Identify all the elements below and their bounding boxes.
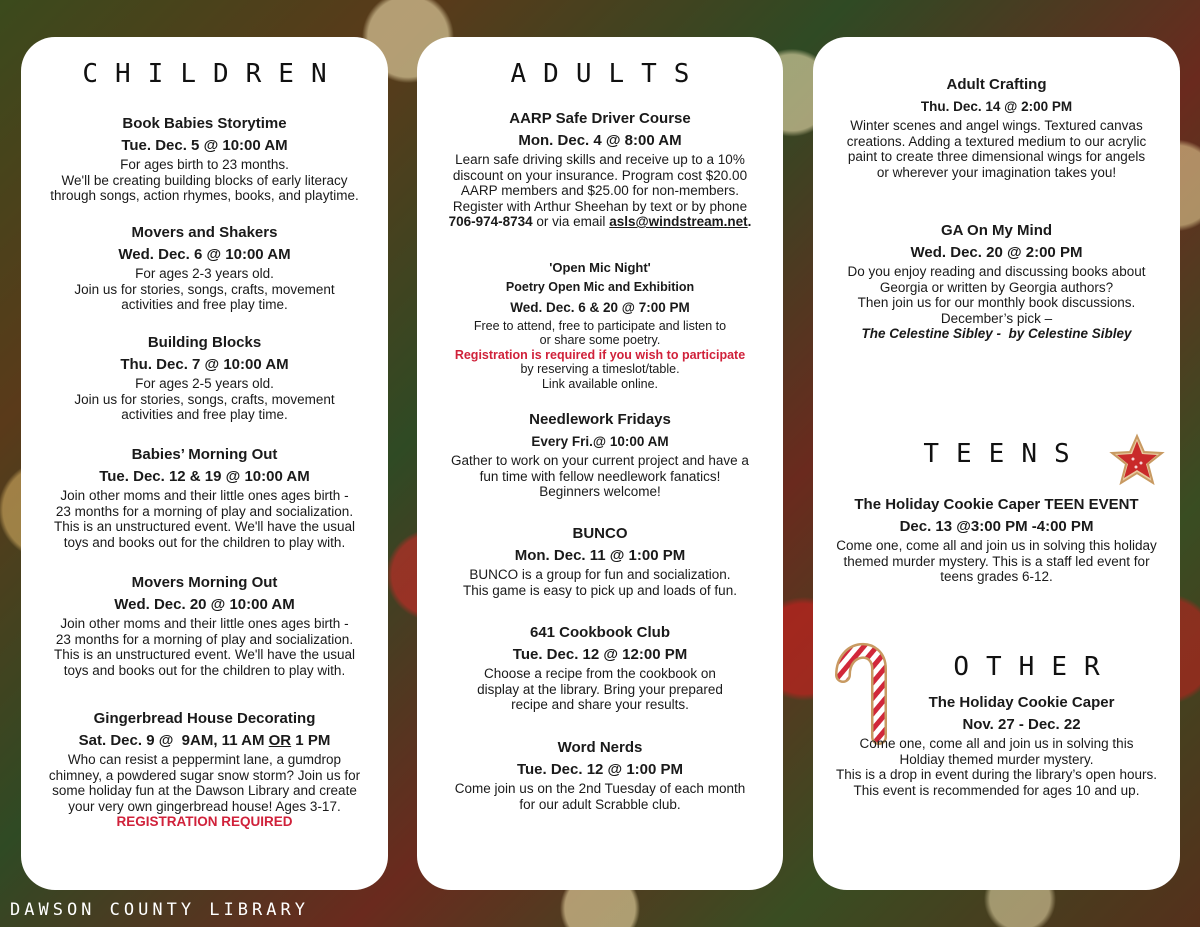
event-name: BUNCO <box>572 525 628 542</box>
event-cookbook <box>417 623 783 713</box>
event-line: Link available online. <box>541 376 659 391</box>
event-line: Beginners welcome! <box>539 484 661 499</box>
event-date: Every Fri.@ 10:00 AM <box>531 434 669 449</box>
event-line: Come one, come all and join us in solving this <box>859 736 1134 751</box>
event-name: Adult Crafting <box>946 76 1047 93</box>
book-pick: The Celestine Sibley - by Celestine Sibley <box>861 326 1132 341</box>
adults-panel <box>417 37 783 890</box>
event-line: or share some poetry. <box>539 333 661 347</box>
event-line: some holiday fun at the Dawson Library and create <box>52 783 357 798</box>
event-line: This is an unstructured event. We'll have the usual <box>54 647 355 662</box>
event-line: For ages 2-5 years old. <box>135 376 274 391</box>
event-line: for our adult Scrabble club. <box>519 796 681 812</box>
event-date: Mon. Dec. 11 @ 1:00 PM <box>514 547 686 564</box>
event-name: GA On My Mind <box>940 222 1053 239</box>
event-ga-on-my-mind <box>813 221 1180 342</box>
event-name: The Holiday Cookie Caper TEEN EVENT <box>854 496 1139 513</box>
event-line: discount on your insurance. Program cost $20.00 <box>452 167 748 183</box>
event-line: or wherever your imagination takes you! <box>876 164 1117 180</box>
event-line: December’s pick – <box>940 310 1053 326</box>
event-line: toys and books out for the children to play with. <box>63 534 346 550</box>
event-subtitle: Poetry Open Mic and Exhibition <box>505 280 695 294</box>
event-line: 23 months for a morning of play and socialization. <box>55 503 354 519</box>
star-cookie-icon <box>1109 433 1165 487</box>
email-link[interactable]: asls@windstream.net <box>609 214 748 229</box>
event-line: your very own gingerbread house! Ages 3-17. <box>68 798 341 814</box>
event-name: 641 Cookbook Club <box>529 624 671 641</box>
event-line: Register with Arthur Sheehan by text or by phone <box>452 198 748 214</box>
event-line: Join other moms and their little ones ages birth - <box>60 616 349 631</box>
event-name: Needlework Fridays <box>529 411 671 428</box>
event-gingerbread <box>21 709 388 830</box>
event-date: Wed. Dec. 20 @ 2:00 PM <box>910 244 1083 261</box>
event-line: recipe and share your results. <box>511 697 689 712</box>
event-line: Do you enjoy reading and discussing books about <box>847 264 1146 279</box>
event-open-mic <box>417 258 783 391</box>
event-date: Wed. Dec. 20 @ 10:00 AM <box>114 596 295 613</box>
event-adult-crafting <box>813 75 1180 180</box>
event-line: display at the library. Bring your prepared <box>477 681 723 697</box>
event-date: Thu. Dec. 7 @ 10:00 AM <box>120 356 289 373</box>
event-line: This game is easy to pick up and loads of fun. <box>463 582 737 598</box>
event-aarp <box>417 109 783 230</box>
event-line: Who can resist a peppermint lane, a gumdrop <box>67 752 342 767</box>
event-line: Come one, come all and join us in solving this holiday <box>836 538 1157 553</box>
library-name-footer: DAWSON COUNTY LIBRARY <box>10 900 309 920</box>
event-name: Movers and Shakers <box>131 224 278 241</box>
event-line: activities and free play time. <box>121 407 288 422</box>
event-line: Join other moms and their little ones ages birth - <box>60 488 349 503</box>
event-line: Gather to work on your current project and have a <box>451 453 749 468</box>
event-line: by reserving a timeslot/table. <box>520 362 680 376</box>
event-date: Mon. Dec. 4 @ 8:00 AM <box>518 132 682 149</box>
date-part: 1 PM <box>291 732 331 749</box>
date-or: OR <box>268 732 292 749</box>
event-name: Movers Morning Out <box>131 574 278 591</box>
event-line: This event is recommended for ages 10 and up. <box>853 782 1140 798</box>
event-date <box>27 731 382 750</box>
event-line: Winter scenes and angel wings. Textured canvas <box>850 118 1143 133</box>
event-name: Book Babies Storytime <box>122 115 287 132</box>
event-line: We'll be creating building blocks of early literacy <box>61 172 348 188</box>
event-date: Tue. Dec. 5 @ 10:00 AM <box>121 137 288 154</box>
event-name: Babies’ Morning Out <box>131 446 278 463</box>
event-word-nerds <box>417 738 783 812</box>
event-line: For ages 2-3 years old. <box>135 266 274 281</box>
other-title: OTHER <box>953 652 1117 682</box>
event-line: creations. Adding a textured medium to our acrylic <box>846 133 1147 149</box>
event-movers-shakers <box>21 223 388 313</box>
contact-end: . <box>747 214 752 229</box>
event-contact <box>423 214 777 230</box>
event-line: Join us for stories, songs, crafts, movement <box>74 391 335 407</box>
event-needlework <box>417 410 783 500</box>
event-line: BUNCO is a group for fun and socialization. <box>469 567 731 582</box>
event-line: Learn safe driving skills and receive up to a 10% <box>455 152 745 167</box>
event-line: through songs, action rhymes, books, and playtime. <box>50 188 359 203</box>
event-line: Free to attend, free to participate and listen to <box>473 318 727 333</box>
contact-mid: or via email <box>532 214 610 229</box>
event-date: Tue. Dec. 12 @ 12:00 PM <box>512 646 688 663</box>
event-bunco <box>417 524 783 598</box>
event-date: Tue. Dec. 12 & 19 @ 10:00 AM <box>99 468 310 485</box>
event-teen-cookie-caper <box>813 495 1180 585</box>
children-title: CHILDREN <box>82 59 344 89</box>
event-date: Thu. Dec. 14 @ 2:00 PM <box>920 99 1073 114</box>
event-name: The Holiday Cookie Caper <box>928 694 1115 711</box>
event-line: themed murder mystery. This is a staff led event for <box>843 553 1150 569</box>
phone-number: 706-974-8734 <box>448 214 533 229</box>
event-line: toys and books out for the children to play with. <box>63 662 346 678</box>
event-line: This is a drop in event during the library’s open hours. <box>836 767 1157 782</box>
children-panel <box>21 37 388 890</box>
event-line: Choose a recipe from the cookbook on <box>484 666 716 681</box>
event-name: AARP Safe Driver Course <box>509 110 691 127</box>
event-line: chimney, a powdered sugar snow storm? Join us for <box>48 767 361 783</box>
event-line: Holdiay themed murder mystery. <box>899 751 1094 767</box>
registration-note: REGISTRATION REQUIRED <box>116 814 293 829</box>
event-line: For ages birth to 23 months. <box>120 157 289 172</box>
adults-title: ADULTS <box>510 59 707 89</box>
event-name: Building Blocks <box>147 334 262 351</box>
event-date: Nov. 27 - Dec. 22 <box>962 716 1081 733</box>
event-movers-morning-out <box>21 573 388 678</box>
event-date: Tue. Dec. 12 @ 1:00 PM <box>516 761 684 778</box>
date-part: Sat. Dec. 9 @ 9AM, 11 AM <box>78 732 269 749</box>
event-line: paint to create three dimensional wings for angels <box>847 149 1146 164</box>
event-date: Dec. 13 @3:00 PM -4:00 PM <box>899 518 1094 535</box>
event-line: Then join us for our monthly book discussions. <box>857 295 1136 310</box>
event-date: Wed. Dec. 6 & 20 @ 7:00 PM <box>510 299 690 315</box>
event-line: Join us for stories, songs, crafts, movement <box>74 281 335 297</box>
event-babies-morning-out <box>21 445 388 550</box>
event-line: teens grades 6-12. <box>940 569 1053 584</box>
event-building-blocks <box>21 333 388 423</box>
event-line: 23 months for a morning of play and socialization. <box>55 631 354 647</box>
event-name: Word Nerds <box>557 739 643 756</box>
right-panel <box>813 37 1180 890</box>
event-line: fun time with fellow needlework fanatics! <box>479 468 721 484</box>
event-book-babies <box>21 114 388 204</box>
event-other-cookie-caper <box>813 693 1180 798</box>
event-line: Come join us on the 2nd Tuesday of each month <box>454 781 746 796</box>
event-line: Georgia or written by Georgia authors? <box>879 279 1114 295</box>
event-line: AARP members and $25.00 for non-members. <box>460 183 740 198</box>
event-name: 'Open Mic Night' <box>549 260 651 275</box>
teens-title: TEENS <box>923 439 1087 469</box>
event-line: This is an unstructured event. We'll have the usual <box>54 519 355 534</box>
event-date: Wed. Dec. 6 @ 10:00 AM <box>118 246 291 263</box>
event-name: Gingerbread House Decorating <box>93 710 316 727</box>
event-line: activities and free play time. <box>121 297 288 312</box>
registration-note: Registration is required if you wish to participate <box>454 347 746 362</box>
